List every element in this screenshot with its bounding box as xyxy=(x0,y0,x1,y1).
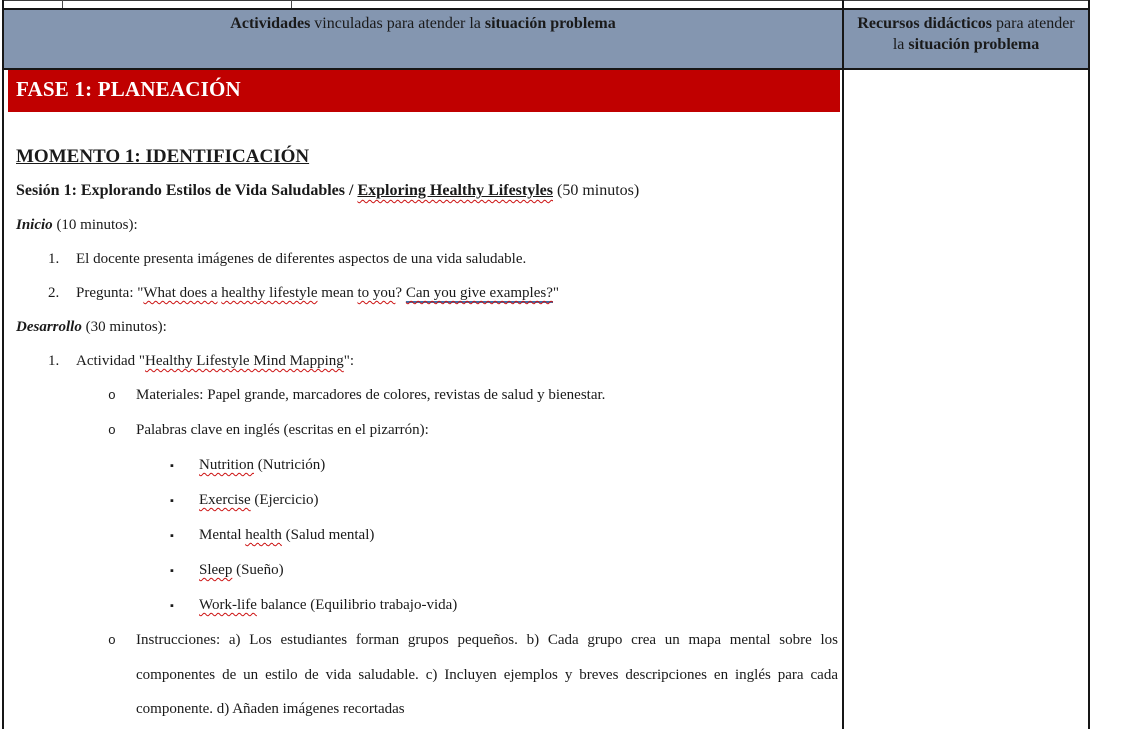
o-bullet-icon: o xyxy=(108,423,116,438)
keyword-item xyxy=(16,448,838,483)
square-bullet-icon: ▪ xyxy=(170,495,174,507)
table-left-border xyxy=(2,0,4,729)
question-prefix: Pregunta: " xyxy=(76,285,144,301)
header-left-bold-2: situación problema xyxy=(484,15,616,32)
spellcheck-word: What does a xyxy=(143,285,218,301)
plain-text: mean xyxy=(317,285,358,301)
inicio-duration: (10 minutos): xyxy=(52,217,138,233)
table-right-border xyxy=(1088,0,1090,729)
closing-quote: " xyxy=(552,285,559,301)
numbered-item xyxy=(16,276,838,310)
keyword-item xyxy=(16,518,838,553)
spellcheck-word: Exercise xyxy=(199,492,251,508)
desarrollo-label: Desarrollo xyxy=(16,319,82,335)
resources-cell-empty xyxy=(844,70,1088,729)
session-title-english xyxy=(357,182,553,199)
numbered-item-text xyxy=(76,353,354,369)
square-bullet-icon: ▪ xyxy=(170,565,174,577)
header-right-bold-2: situación problema xyxy=(908,36,1040,53)
phase-banner xyxy=(8,70,840,112)
keyword-text xyxy=(199,597,457,613)
keyword-item xyxy=(16,553,838,588)
o-bullet-icon: o xyxy=(108,633,116,648)
spellcheck-word: Healthy Lifestyle Mind Mapping xyxy=(145,353,344,369)
spellcheck-word: Nutrition xyxy=(199,457,254,473)
numbered-item-text: El docente presenta imágenes de diferentes aspectos de una vida saludable. xyxy=(76,251,527,267)
spellcheck-word: healthy lifestyle xyxy=(221,285,318,301)
sub-bullet-text: Palabras clave en inglés (escritas en el pizarrón): xyxy=(136,422,429,438)
activity-prefix: Actividad " xyxy=(76,353,146,369)
keyword-item xyxy=(16,588,838,623)
keyword-text xyxy=(199,457,325,473)
sub-bullet-text: Materiales: Papel grande, marcadores de colores, revistas de salud y bienestar. xyxy=(136,387,606,403)
translation-text: (Nutrición) xyxy=(254,457,326,473)
spellcheck-word: Can you give examples? xyxy=(405,285,553,301)
list-number: 2. xyxy=(48,285,60,301)
numbered-item xyxy=(16,242,838,276)
plain-text: ? xyxy=(395,285,406,301)
header-cell-actividades xyxy=(2,8,844,70)
momento-heading-text: MOMENTO 1: IDENTIFICACIÓN xyxy=(16,146,310,167)
list-number: 1. xyxy=(48,251,60,267)
session-title xyxy=(16,174,838,208)
momento-heading xyxy=(16,140,838,174)
plain-text: Mental xyxy=(199,527,246,543)
desarrollo-heading xyxy=(16,310,838,344)
inicio-label: Inicio xyxy=(16,217,53,233)
desarrollo-duration: (30 minutos): xyxy=(81,319,167,335)
header-cell-recursos xyxy=(842,8,1090,70)
keyword-item xyxy=(16,483,838,518)
header-right-bold-1: Recursos didácticos xyxy=(857,15,993,32)
square-bullet-icon: ▪ xyxy=(170,600,174,612)
spellcheck-word: to you xyxy=(357,285,396,301)
sub-bullet-item xyxy=(16,378,838,413)
activities-cell-content xyxy=(16,140,838,726)
translation-text: balance (Equilibrio trabajo-vida) xyxy=(256,597,458,613)
session-title-english-text: Exploring Healthy Lifestyles xyxy=(357,182,553,199)
table-top-border xyxy=(2,0,1090,1)
square-bullet-icon: ▪ xyxy=(170,460,174,472)
header-left-text: vinculadas para atender la xyxy=(310,15,485,32)
session-duration: (50 minutos) xyxy=(553,182,640,199)
inicio-heading xyxy=(16,208,838,242)
spellcheck-word: health xyxy=(245,527,282,543)
keyword-text xyxy=(199,492,319,508)
header-left-bold-1: Actividades xyxy=(230,15,311,32)
translation-text: (Salud mental) xyxy=(281,527,375,543)
numbered-item-text xyxy=(76,285,559,303)
session-title-bold: Sesión 1: Explorando Estilos de Vida Saludables / xyxy=(16,182,358,199)
o-bullet-icon: o xyxy=(108,388,116,403)
header-right-text: para atender la xyxy=(892,15,1075,53)
list-number: 1. xyxy=(48,353,60,369)
translation-text: (Sueño) xyxy=(232,562,284,578)
instructions-text: Instrucciones: a) Los estudiantes forman grupos pequeños. b) Cada grupo crea un mapa mental sobre los componentes de un estilo de vida saludable. c) Incluyen ejemplos y breves descripciones en inglés para cada componente. d) Añaden imágenes recortadas xyxy=(136,632,838,717)
grammar-flagged-phrase xyxy=(406,285,553,303)
spellcheck-word: Sleep xyxy=(199,562,233,578)
spellcheck-word: Work-life xyxy=(199,597,257,613)
translation-text: (Ejercicio) xyxy=(250,492,319,508)
sub-bullet-item xyxy=(16,413,838,448)
phase-banner-title: FASE 1: PLANEACIÓN xyxy=(16,77,241,101)
numbered-item xyxy=(16,344,838,378)
activity-suffix: ": xyxy=(343,353,355,369)
keyword-text xyxy=(199,562,284,578)
square-bullet-icon: ▪ xyxy=(170,530,174,542)
instructions-paragraph xyxy=(16,623,838,726)
keyword-text xyxy=(199,527,374,543)
